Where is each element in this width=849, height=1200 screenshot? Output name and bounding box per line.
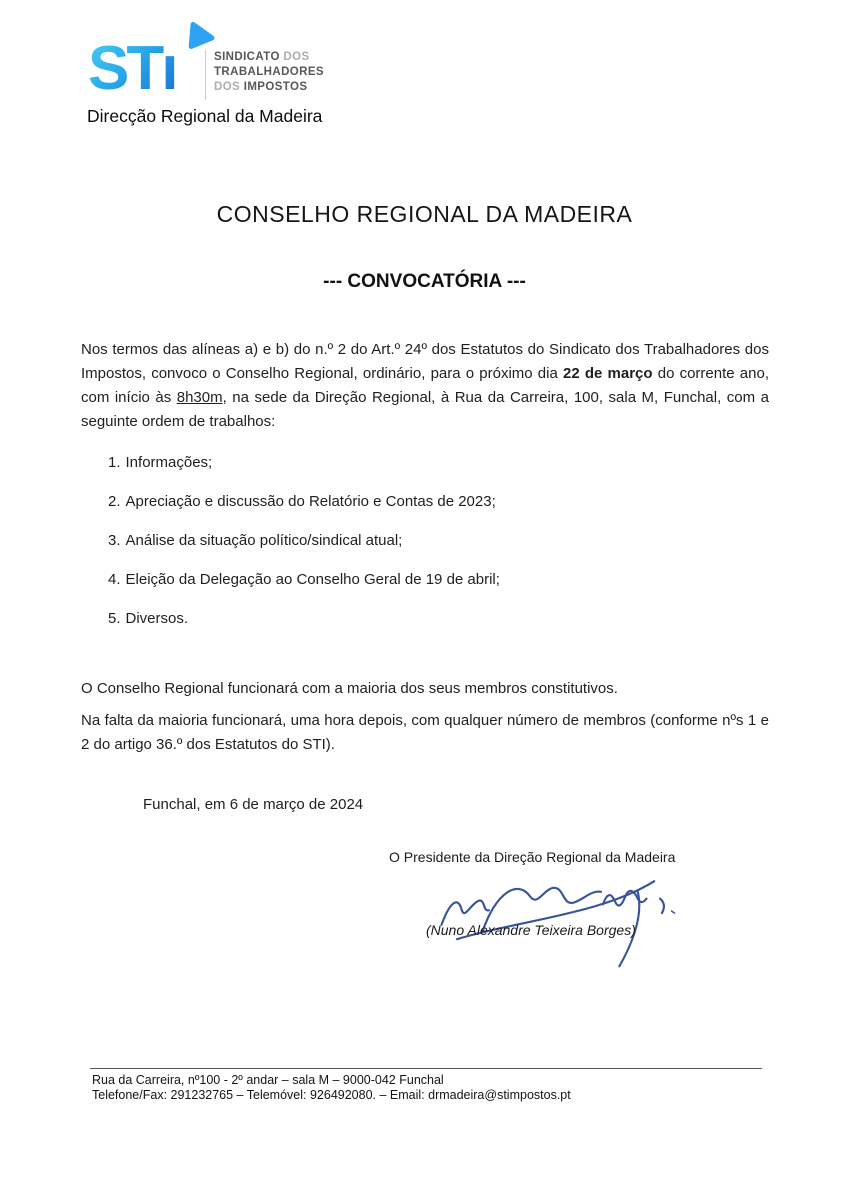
agenda-list: [108, 454, 500, 649]
meeting-date: 22 de março: [563, 365, 653, 382]
footer-address: Rua da Carreira, nº100 - 2º andar – sala M – 9000-042 Funchal: [92, 1073, 444, 1087]
signature-scrawl: [428, 862, 718, 970]
sti-logo-text: STı: [88, 34, 176, 103]
agenda-item: 1. Informações;: [108, 454, 213, 471]
signature-name: (Nuno Alexandre Teixeira Borges): [426, 922, 636, 938]
document-subtitle: --- CONVOCATÓRIA ---: [323, 271, 526, 292]
org-name-line3: DOS IMPOSTOS: [214, 81, 308, 93]
org-name: [214, 50, 324, 95]
document-title: CONSELHO REGIONAL DA MADEIRA: [216, 201, 633, 227]
quorum-paragraph-2: Na falta da maioria funcionará, uma hora depois, com qualquer número de membros (conforme nºs 1 e 2 do artigo 36.º dos Estatutos do STI).: [81, 712, 769, 753]
intro-paragraph: Nos termos das alíneas a) e b) do n.º 2 do Art.º 24º dos Estatutos do Sindicato dos Trabalhadores dos Impostos, convoco o Conselho Regional, ordinário, para o próximo dia 22 de março do corrente ano, com início às 8h30m, na sede da Direção Regional, à Rua da Carreira, 100, sala M, Funchal, com a seguinte ordem de trabalhos:: [81, 341, 769, 430]
org-name-line2: TRABALHADORES: [214, 66, 324, 78]
agenda-item: 2. Apreciação e discussão do Relatório e Contas de 2023;: [108, 493, 496, 510]
regional-direction-label: Direcção Regional da Madeira: [87, 106, 323, 126]
org-name-line1: SINDICATO DOS: [214, 51, 310, 63]
logo-divider: [205, 50, 206, 100]
sti-logo: [88, 34, 200, 106]
dateline: Funchal, em 6 de março de 2024: [143, 796, 364, 813]
footer-contacts: Telefone/Fax: 291232765 – Telemóvel: 926492080. – Email: drmadeira@stimpostos.pt: [92, 1088, 571, 1102]
signature-role: O Presidente da Direção Regional da Madeira: [389, 849, 676, 865]
footer-rule: [90, 1068, 762, 1069]
quorum-paragraph-1: O Conselho Regional funcionará com a maioria dos seus membros constitutivos.: [81, 680, 618, 697]
agenda-item: 3. Análise da situação político/sindical atual;: [108, 532, 403, 549]
agenda-item: 4. Eleição da Delegação ao Conselho Geral de 19 de abril;: [108, 571, 500, 588]
agenda-item: 5. Diversos.: [108, 610, 189, 627]
meeting-time: 8h30m: [176, 389, 223, 406]
